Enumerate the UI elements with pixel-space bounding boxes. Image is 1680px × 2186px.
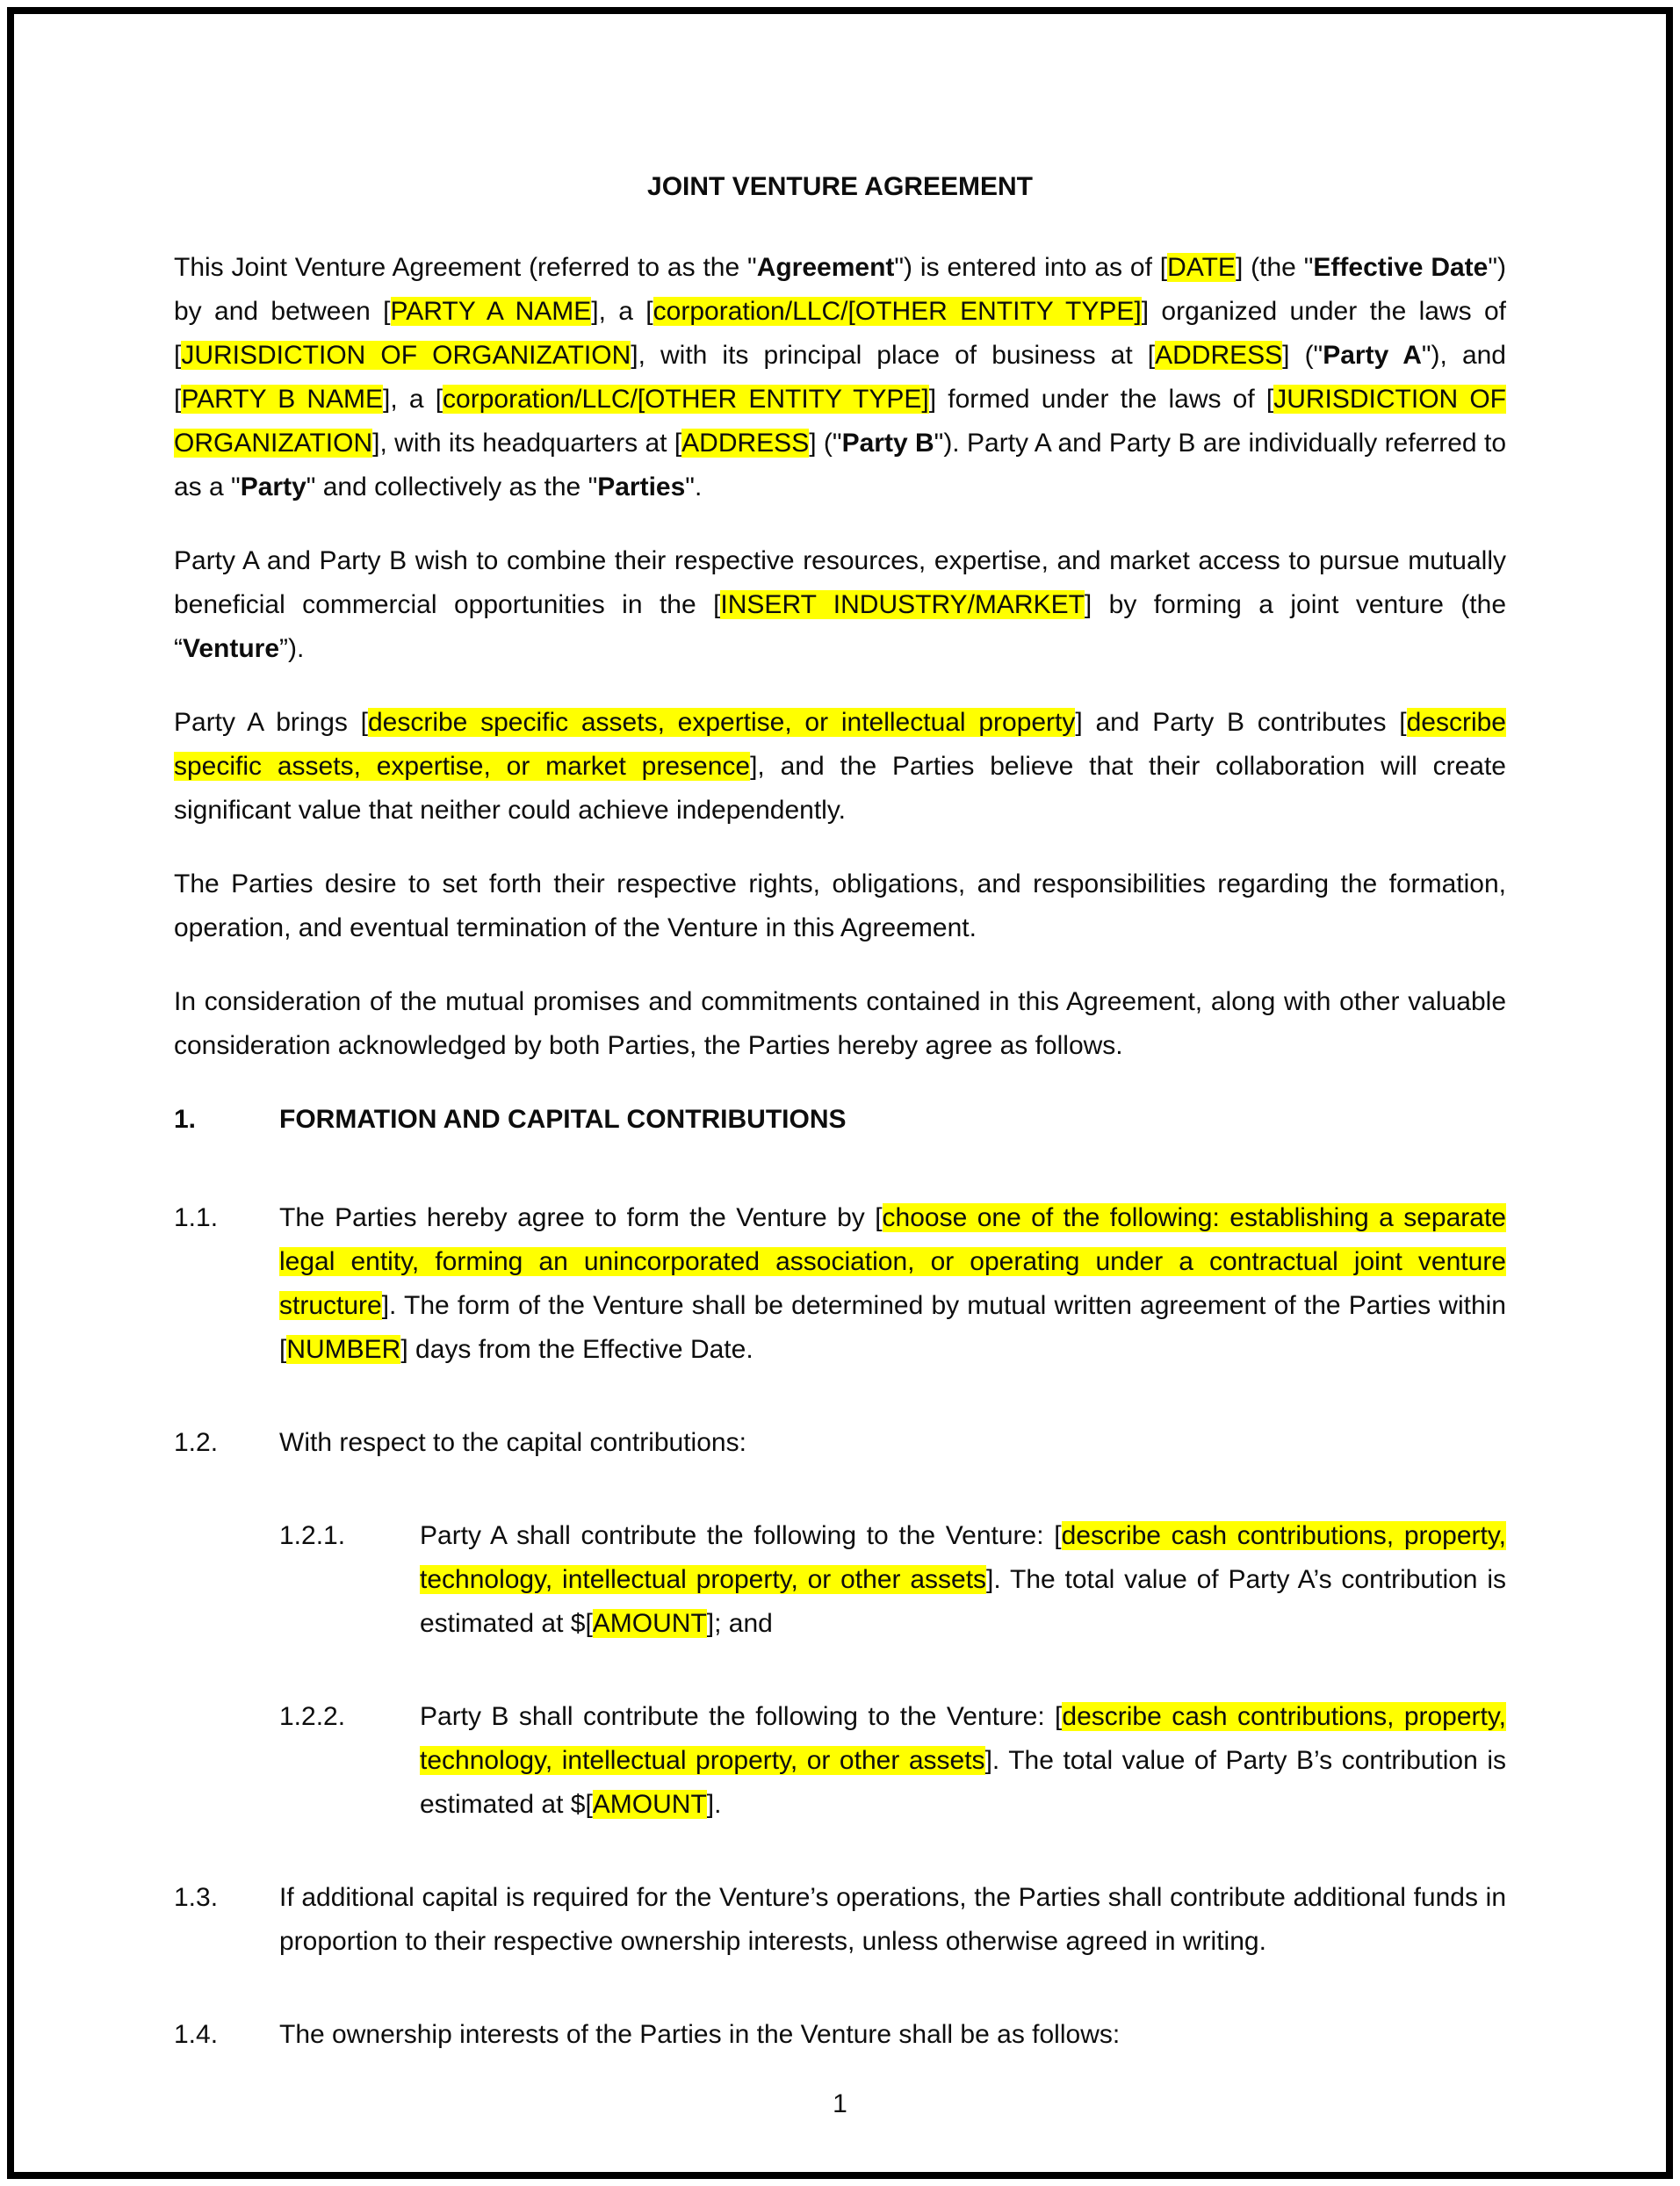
text-run: ") is entered into as of [ xyxy=(894,253,1168,282)
numbered-clause xyxy=(279,1695,1506,1827)
text-run: If additional capital is required for the Venture’s operations, the Parties shall contribute additional funds in proportion to their respective ownership interests, unless otherwise agreed in writing. xyxy=(279,1883,1506,1956)
placeholder-highlight: ADDRESS xyxy=(1155,341,1283,370)
text-run: ”). xyxy=(279,634,305,663)
placeholder-highlight: INSERT INDUSTRY/MARKET xyxy=(720,590,1085,619)
clause-number: 1.1. xyxy=(174,1203,219,1232)
text-run: ]. xyxy=(706,1790,722,1819)
placeholder-highlight: AMOUNT xyxy=(592,1790,707,1819)
text-run: Effective Date xyxy=(1313,253,1489,282)
numbered-clause xyxy=(279,1514,1506,1646)
text-run: ] and Party B contributes [ xyxy=(1075,708,1407,737)
page-title: JOINT VENTURE AGREEMENT xyxy=(647,172,1033,201)
text-run: FORMATION AND CAPITAL CONTRIBUTIONS xyxy=(279,1105,847,1134)
placeholder-highlight: AMOUNT xyxy=(592,1609,707,1638)
numbered-clause xyxy=(174,1876,1506,1964)
page-number: 1 xyxy=(833,2089,847,2118)
placeholder-highlight: corporation/LLC/[OTHER ENTITY TYPE] xyxy=(653,297,1142,326)
text-run: "). Party A and Party B are individually referred to as a " xyxy=(174,429,1507,501)
text-run: In consideration of the mutual promises and commitments contained in this Agreement, along with other valuable consideration acknowledged by both Parties, the Parties hereby agree as follows. xyxy=(174,987,1506,1060)
text-run: Party B xyxy=(841,429,934,458)
section-heading xyxy=(174,1098,1506,1142)
placeholder-highlight: choose one of the following: establishing a separate legal entity, forming an unincorporated association, or operating under a contractual joint venture structure xyxy=(279,1203,1506,1320)
text-run: ] (" xyxy=(1282,341,1323,370)
text-run: ] formed under the laws of [ xyxy=(928,385,1274,414)
clause-number: 1.2. xyxy=(174,1428,219,1457)
text-run: Parties xyxy=(597,473,686,501)
placeholder-highlight: DATE xyxy=(1167,253,1236,282)
clause-text xyxy=(420,1695,1506,1827)
text-run: Agreement xyxy=(756,253,895,282)
paragraph xyxy=(174,980,1506,1068)
numbered-clause xyxy=(174,1196,1506,1372)
text-run: ], a [ xyxy=(383,385,443,414)
text-run: ], a [ xyxy=(591,297,653,326)
text-run: Party A shall contribute the following to the Venture: [ xyxy=(420,1521,1062,1550)
clause-text xyxy=(279,1098,1506,1142)
text-run: ] by forming a joint venture (the “ xyxy=(174,590,1507,663)
text-run: Party A xyxy=(1323,341,1422,370)
text-run: ] organized under the laws of [ xyxy=(174,297,1506,370)
text-run: Party B shall contribute the following to the Venture: [ xyxy=(420,1702,1063,1731)
document-body xyxy=(14,14,1666,2057)
numbered-clause xyxy=(174,2013,1506,2057)
text-run: ], and the Parties believe that their collaboration will create significant value that neither could achieve independently. xyxy=(174,752,1506,825)
clause-number: 1.4. xyxy=(174,2020,219,2049)
text-run: Party A brings [ xyxy=(174,708,368,737)
clause-text xyxy=(279,1876,1506,1964)
text-run: ], with its headquarters at [ xyxy=(372,429,682,458)
clause-number: 1.3. xyxy=(174,1883,219,1912)
clause-text xyxy=(279,1196,1506,1372)
text-run: ]. The form of the Venture shall be determined by mutual written agreement of the Parties within [ xyxy=(279,1291,1506,1364)
clause-text xyxy=(279,2013,1506,2057)
placeholder-highlight: NUMBER xyxy=(286,1335,401,1364)
text-run: The Parties hereby agree to form the Venture by [ xyxy=(279,1203,883,1232)
text-run: Party xyxy=(240,473,306,501)
text-run: ]; and xyxy=(706,1609,773,1638)
clause-number: 1.2.1. xyxy=(279,1521,346,1550)
text-run: ]. The total value of Party A’s contribution is estimated at $[ xyxy=(420,1565,1506,1638)
paragraph xyxy=(174,539,1506,671)
clause-text xyxy=(420,1514,1506,1646)
text-run: Venture xyxy=(183,634,280,663)
placeholder-highlight: describe cash contributions, property, technology, intellectual property, or other assets xyxy=(420,1521,1506,1594)
placeholder-highlight: describe specific assets, expertise, or market presence xyxy=(174,708,1506,781)
clause-number: 1.2.2. xyxy=(279,1702,346,1731)
clause-number: 1. xyxy=(174,1105,197,1134)
text-run: ]. The total value of Party B’s contribution is estimated at $[ xyxy=(420,1746,1506,1819)
text-run: "), and [ xyxy=(174,341,1506,414)
clause-text xyxy=(279,1421,1506,1465)
text-run: ") by and between [ xyxy=(174,253,1506,326)
placeholder-highlight: JURISDICTION OF ORGANIZATION xyxy=(181,341,631,370)
text-run: With respect to the capital contributions: xyxy=(279,1428,746,1457)
document-page xyxy=(7,7,1673,2179)
placeholder-highlight: ADDRESS xyxy=(681,429,810,458)
paragraph xyxy=(174,246,1506,509)
placeholder-highlight: PARTY A NAME xyxy=(390,297,592,326)
placeholder-highlight: corporation/LLC/[OTHER ENTITY TYPE] xyxy=(443,385,929,414)
text-run: This Joint Venture Agreement (referred to as the " xyxy=(174,253,757,282)
text-run: ] (the " xyxy=(1235,253,1314,282)
text-run: ], with its principal place of business at [ xyxy=(631,341,1156,370)
paragraph xyxy=(174,701,1506,833)
numbered-clause xyxy=(174,1421,1506,1465)
placeholder-highlight: PARTY B NAME xyxy=(181,385,384,414)
placeholder-highlight: describe cash contributions, property, technology, intellectual property, or other assets xyxy=(420,1702,1506,1775)
text-run: ] days from the Effective Date. xyxy=(400,1335,753,1364)
text-run: " and collectively as the " xyxy=(306,473,598,501)
text-run: Party A and Party B wish to combine their respective resources, expertise, and market access to pursue mutually beneficial commercial opportunities in the [ xyxy=(174,546,1506,619)
text-run: ] (" xyxy=(809,429,842,458)
placeholder-highlight: describe specific assets, expertise, or intellectual property xyxy=(367,708,1076,737)
text-run: The Parties desire to set forth their respective rights, obligations, and responsibilities regarding the formation, operation, and eventual termination of the Venture in this Agreement. xyxy=(174,869,1506,942)
paragraph xyxy=(174,862,1506,950)
text-run: ". xyxy=(685,473,703,501)
placeholder-highlight: JURISDICTION OF ORGANIZATION xyxy=(174,385,1506,458)
text-run: The ownership interests of the Parties in the Venture shall be as follows: xyxy=(279,2020,1121,2049)
